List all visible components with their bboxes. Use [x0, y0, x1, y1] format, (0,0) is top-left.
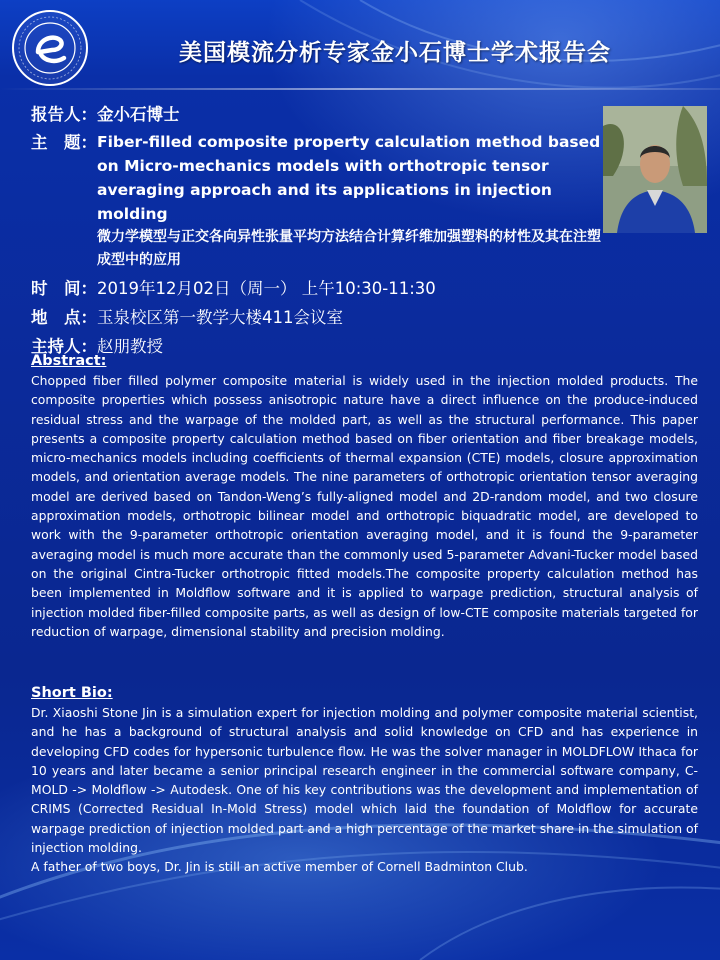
- topic-sep: ：: [80, 133, 97, 152]
- abstract-text: [31, 371, 698, 641]
- time-label: 时 间: [31, 279, 81, 298]
- speaker-row: [31, 100, 601, 130]
- time-sep: ：: [80, 279, 97, 298]
- host-value: 赵朋教授: [97, 337, 163, 356]
- event-info: [31, 100, 601, 361]
- place-value: 玉泉校区第一教学大楼411会议室: [97, 308, 343, 327]
- topic-row: [31, 130, 601, 272]
- bio-section: [31, 683, 698, 877]
- abstract-paragraph: Chopped fiber filled polymer composite material is widely used in the injection molded products. The composite properties which possess anisotropic nature have a direct influence on the produce-induced residual stress and the warpage of the molded part, as well as the structural performance. This paper presents a composite property calculation method based on fiber orientation and fiber breakage models, micro-mechanics models including coefficients of thermal expansion (CTE) models, closure approximation models, and orientation average models. The nine parameters of orthotropic orientation tensor averaging model are derived based on Tandon-Weng’s fully-aligned model and 2D-random model, and two closure approximation models, orthotropic bilinear model and orthotropic biquadratic model, are developed to work with the 9-parameter orthotropic orientation averaging model, and it is found the 9-parameter averaging model is much more accurate than the commonly used 5-parameter Advani-Tucker model based on the original Cintra-Tucker orthotropic fitted models.The composite property calculation method has been implemented in Moldflow software and it is applied to warpage prediction, structural analysis of injection molded fiber-filled composite parts, as well as design of low-CTE composite materials targeted for reduction of warpage, dimensional stability and precision molding.: [31, 373, 698, 639]
- topic-english-line: Fiber-filled composite property calculation method based: [97, 133, 601, 151]
- bio-heading: Short Bio:: [31, 685, 113, 701]
- bio-text: [31, 703, 698, 877]
- host-sep: ：: [80, 337, 97, 356]
- time-value: 2019年12月02日（周一） 上午10:30-11:30: [97, 279, 436, 298]
- topic-english-line: on Micro-mechanics models with orthotropic tensor: [97, 157, 549, 175]
- speaker-value: 金小石博士: [97, 105, 180, 124]
- topic-content: [97, 130, 602, 272]
- university-logo-icon: [8, 6, 92, 90]
- place-sep: ：: [80, 308, 97, 327]
- host-label: 主持人: [31, 337, 81, 356]
- topic-english-line: averaging approach and its applications in injection molding: [97, 181, 552, 223]
- place-row: [31, 303, 601, 332]
- time-row: [31, 274, 601, 303]
- abstract-heading: Abstract:: [31, 353, 107, 369]
- abstract-section: [31, 351, 698, 641]
- speaker-sep: ：: [80, 105, 97, 124]
- bio-paragraph: Dr. Xiaoshi Stone Jin is a simulation expert for injection molding and polymer composite material scientist, and he has a background of structural analysis and solid knowledge on CFD and has experience in developing CFD codes for hypersonic turbulence flow. He was the solver manager in MOLDFLOW Ithaca for 10 years and later became a senior principal research engineer in the commercial software company, C-MOLD -> Moldflow -> Autodesk. One of his key contributions was the development and implementation of CRIMS (Corrected Residual In-Mold Stress) model which laid the foundation of Moldflow for accurate warpage prediction of injection molded part and a high percentage of the market share in the simulation of injection molding.: [31, 705, 698, 856]
- place-label: 地 点: [31, 308, 81, 327]
- header-divider: [0, 88, 720, 90]
- page-title: 美国模流分析专家金小石博士学术报告会: [179, 40, 611, 66]
- topic-label: 主 题: [31, 133, 81, 152]
- speaker-photo: [603, 106, 707, 233]
- topic-chinese: 微力学模型与正交各向异性张量平均方法结合计算纤维加强塑料的材性及其在注塑成型中的应用: [97, 229, 601, 268]
- bio-paragraph: A father of two boys, Dr. Jin is still an active member of Cornell Badminton Club.: [31, 859, 528, 875]
- speaker-label: 报告人: [31, 105, 81, 124]
